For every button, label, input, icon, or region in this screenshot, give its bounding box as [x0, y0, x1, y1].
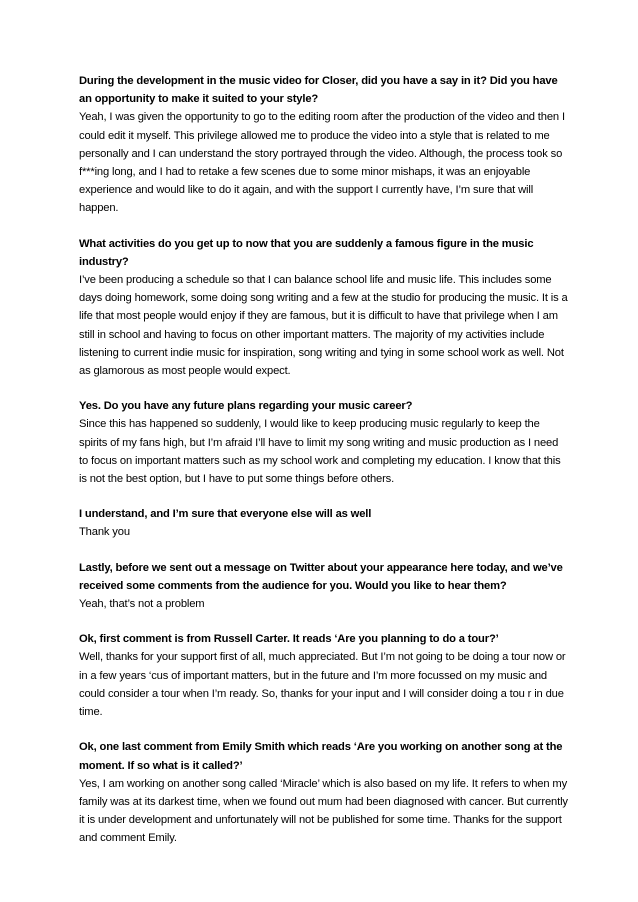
answer-text: Yeah, I was given the opportunity to go to the editing room after the production of the video and then I could edit it myself. This privilege allowed me to produce the video into a style that is related to me personally and I can understand the story portrayed through the video. Although, the process took so f***ing long, and I had to retake a few scenes due to some minor mishaps, it was an enjoyable experience and would like to do it again, and with the support I currently have, I’m sure that will happen.	[79, 111, 565, 215]
qa-block	[79, 235, 569, 381]
question-text: Ok, first comment is from Russell Carter. It reads ‘Are you planning to do a tour?’	[79, 633, 499, 646]
question-text: I understand, and I’m sure that everyone else will as well	[79, 508, 372, 521]
answer-text: Since this has happened so suddenly, I would like to keep producing music regularly to keep the spirits of my fans high, but I’m afraid I’ll have to limit my song writing and music production as I need to focus on important matters such as my school work and completing my education. I know that this is not the best option, but I have to put some things before others.	[79, 418, 561, 486]
answer-text: Yeah, that’s not a problem	[79, 598, 205, 611]
answer-text: Well, thanks for your support first of all, much appreciated. But I’m not going to be doing a tour now or in a few years ‘cus of important matters, but in the future and I’m more focussed on my music and could consider a tour when I’m ready. So, thanks for your input and I will consider doing a tou r in due time.	[79, 651, 566, 719]
qa-block	[79, 505, 569, 541]
answer-text: Yes, I am working on another song called ‘Miracle’ which is also based on my life. It refers to when my family was at its darkest time, when we found out mum had been diagnosed with cancer. But currently it is under development and unfortunately will not be published for some time. Thanks for the support and comment Emily.	[79, 777, 568, 845]
document-page	[79, 72, 569, 865]
question-text: What activities do you get up to now that you are suddenly a famous figure in the music industry?	[79, 237, 534, 268]
answer-text: I’ve been producing a schedule so that I can balance school life and music life. This includes some days doing homework, some doing song writing and a few at the studio for producing the music. It is a life that most people would enjoy if they are famous, but it is difficult to have that privilege when I am still in school and having to focus on other important matters. The majority of my activities include listening to current indie music for inspiration, song writing and tying in some school work as well. Not as glamorous as most people would expect.	[79, 274, 568, 378]
question-text: During the development in the music video for Closer, did you have a say in it? Did you have an opportunity to make it suited to your style?	[79, 75, 558, 106]
qa-block	[79, 738, 569, 847]
question-text: Lastly, before we sent out a message on Twitter about your appearance here today, and we’ve received some comments from the audience for you. Would you like to hear them?	[79, 561, 563, 592]
qa-block	[79, 397, 569, 488]
qa-block	[79, 559, 569, 614]
question-text: Yes. Do you have any future plans regarding your music career?	[79, 400, 413, 413]
qa-block	[79, 630, 569, 721]
question-text: Ok, one last comment from Emily Smith which reads ‘Are you working on another song at the moment. If so what is it called?’	[79, 741, 563, 772]
answer-text: Thank you	[79, 526, 130, 539]
qa-block	[79, 72, 569, 218]
